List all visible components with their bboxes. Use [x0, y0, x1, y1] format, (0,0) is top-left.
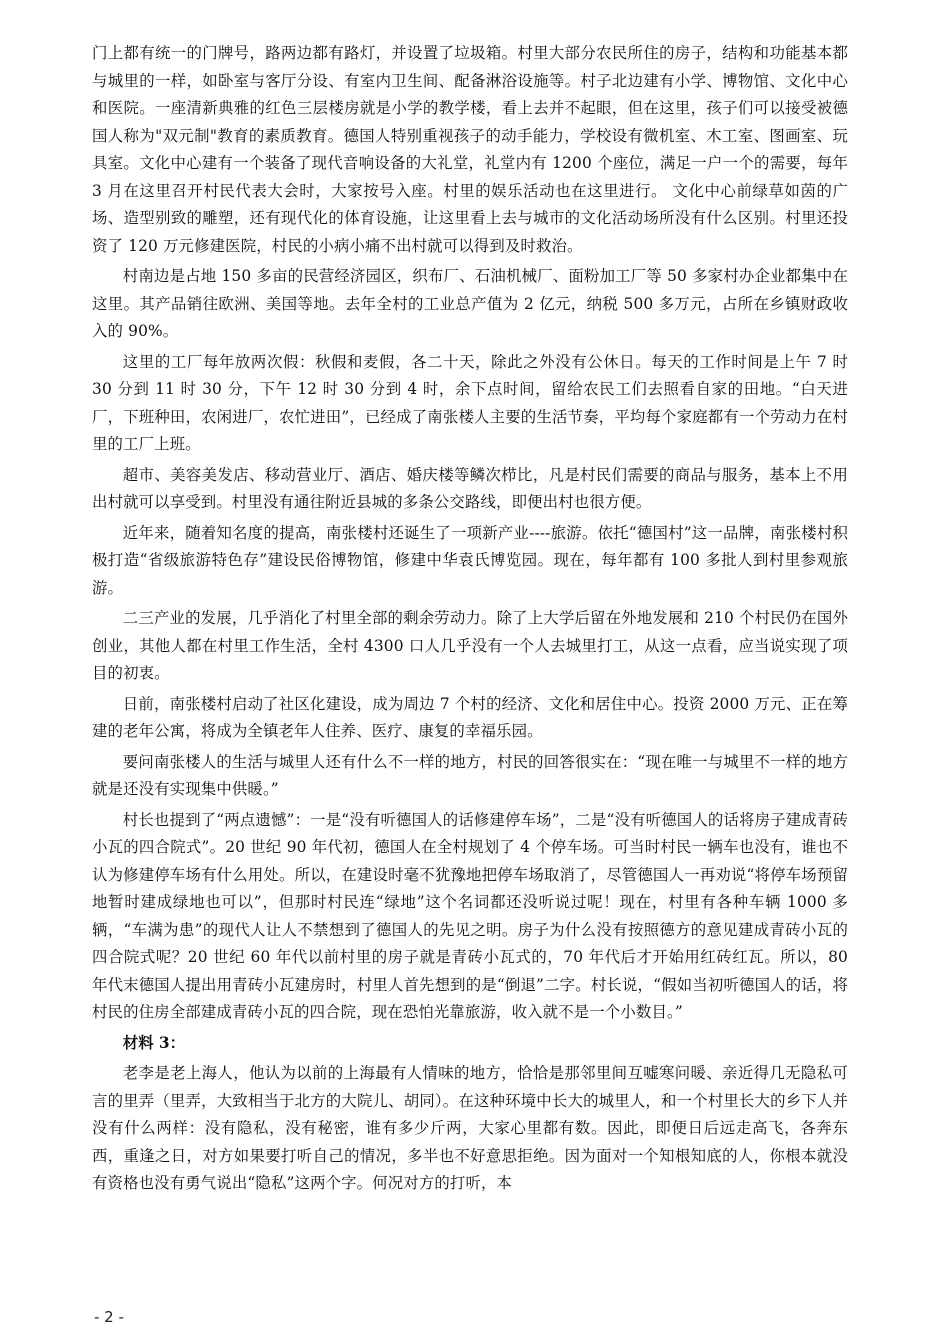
section-heading-material-3: 材料 3：: [122, 1033, 186, 1052]
page-number: - 2 -: [94, 1308, 124, 1326]
paragraph-community: 日前，南张楼村启动了社区化建设，成为周边 7 个村的经济、文化和居住中心。投资 2000 万元、正在筹建的老年公寓，将成为全镇老年人住养、医疗、康复的幸福乐园。: [92, 694, 848, 740]
paragraph-tourism: 近年来，随着知名度的提高，南张楼村还诞生了一项新产业----旅游。依托“德国村”这一品牌，南张楼村积极打造“省级旅游特色存”建设民俗博物馆，修建中华袁氏博览园。现在，每年都有 100 多批人到村里参观旅游。: [92, 523, 848, 597]
paragraph-old-li: 老李是老上海人，他认为以前的上海最有人情味的地方，恰恰是那邻里间互嘘寒问暖、亲近得几无隐私可言的里弄（里弄，大致相当于北方的大院儿、胡同）。在这种环境中长大的城里人，和一个村里长大的乡下人并没有什么两样：没有隐私，没有秘密，谁有多少斤两，大家心里都有数。因此，即便日后远走高飞，各奔东西，重逢之日，对方如果要打听自己的情况，多半也不好意思拒绝。因为面对一个知根知底的人，你根本就没有资格也没有勇气说出“隐私”这两个字。何况对方的打听，本: [92, 1064, 848, 1192]
paragraph-heating: 要问南张楼人的生活与城里人还有什么不一样的地方，村民的回答很实在：“现在唯一与城里不一样的地方就是还没有实现集中供暖。”: [92, 752, 848, 798]
paragraph-labor: 二三产业的发展，几乎消化了村里全部的剩余劳动力。除了上大学后留在外地发展和 210 个村民仍在国外创业，其他人都在村里工作生活，全村 4300 口人几乎没有一个人去城里打工，从这一点看，应当说实现了项目的初衷。: [92, 609, 848, 682]
paragraph-regrets: 村长也提到了“两点遗憾”：一是“没有听德国人的话修建停车场”，二是“没有听德国人的话将房子建成青砖小瓦的四合院式”。20 世纪 90 年代初，德国人在全村规划了 4 个停车场。可当时村民一辆车也没有，谁也不认为修建停车场有什么用处。所以，在建设时毫不犹豫地把停车场取消了，尽管德国人一再劝说“将停车场预留地暂时建成绿地也可以”，但那时村民连“绿地”这个名词都还没听说过呢！现在，村里有各种车辆 1000 多辆，“车满为患”的现代人让人不禁想到了德国人的先见之明。房子为什么没有按照德方的意见建成青砖小瓦的四合院式呢？20 世纪 60 年代以前村里的房子就是青砖小瓦式的，70 年代后才开始用红砖红瓦。所以，80 年代末德国人提出用青砖小瓦建房时，村里人首先想到的是“倒退”二字。村长说，“假如当初听德国人的话，将村民的住房全部建成青砖小瓦的四合院，现在恐怕光靠旅游，收入就不是一个小数目。”: [92, 810, 848, 1021]
paragraph-village-facilities: 门上都有统一的门牌号，路两边都有路灯，并设置了垃圾箱。村里大部分农民所住的房子，结构和功能基本都与城里的一样，如卧室与客厅分设、有室内卫生间、配备淋浴设施等。村子北边建有小学、博物馆、文化中心和医院。一座清新典雅的红色三层楼房就是小学的教学楼，看上去并不起眼，但在这里，孩子们可以接受被德国人称为"双元制"教育的素质教育。德国人特别重视孩子的动手能力，学校设有微机室、木工室、图画室、玩具室。文化中心建有一个装备了现代音响设备的大礼堂，礼堂内有 1200 个座位，满足一户一个的需要，每年 3 月在这里召开村民代表大会时，大家按号入座。村里的娱乐活动也在这里进行。 文化中心前绿草如茵的广场、造型别致的雕塑，还有现代化的体育设施，让这里看上去与城市的文化活动场所没有什么区别。村里还投资了 120 万元修建医院，村民的小病小痛不出村就可以得到及时救治。: [92, 44, 848, 255]
paragraph-services: 超市、美容美发店、移动营业厅、酒店、婚庆楼等鳞次栉比，凡是村民们需要的商品与服务，基本上不用出村就可以享受到。村里没有通往附近县城的多条公交路线，即便出村也很方便。: [92, 465, 848, 511]
paragraph-factory-holidays: 这里的工厂每年放两次假：秋假和麦假，各二十天，除此之外没有公休日。每天的工作时间是上午 7 时 30 分到 11 时 30 分，下午 12 时 30 分到 4 时，余下点时间，留给农民工们去照看自家的田地。“白天进厂，下班种田，农闲进厂，农忙进田”，已经成了南张楼人主要的生活节奏，平均每个家庭都有一个劳动力在村里的工厂上班。: [92, 352, 848, 453]
document-page: [92, 40, 848, 1201]
paragraph-economic-park: 村南边是占地 150 多亩的民营经济园区，织布厂、石油机械厂、面粉加工厂等 50 多家村办企业都集中在这里。其产品销往欧洲、美国等地。去年全村的工业总产值为 2 亿元，纳税 500 多万元，占所在乡镇财政收入的 90%。: [92, 267, 848, 340]
